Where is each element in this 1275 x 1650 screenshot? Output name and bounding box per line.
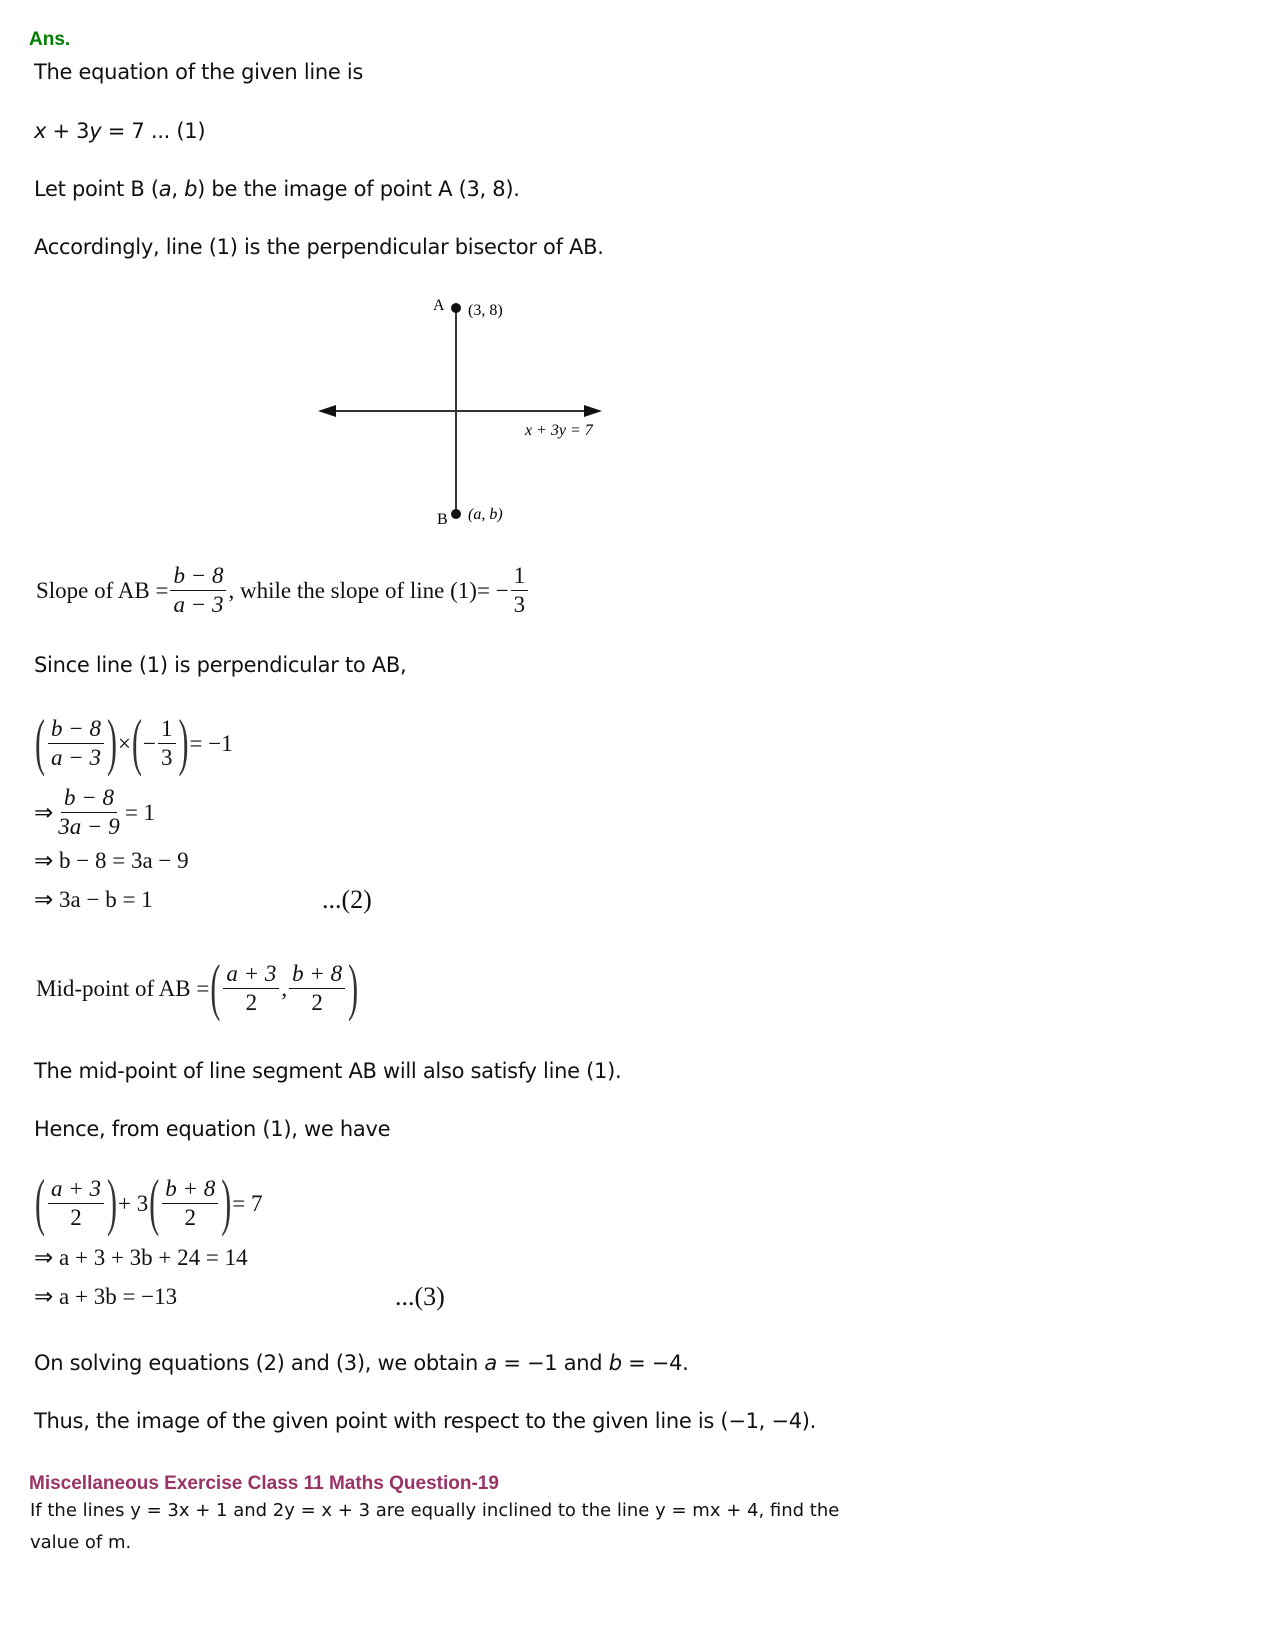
point-b [451,509,461,519]
label-a: A [433,297,445,314]
paragraph: Hence, from equation (1), we have [34,1117,391,1141]
text: On solving equations (2) and (3), we obtain [34,1351,485,1375]
answer-label: Ans. [29,29,71,50]
denominator: 2 [245,990,258,1015]
fraction [158,715,176,772]
question-text: If the lines y = 3x + 1 and 2y = x + 3 are equally inclined to the line y = mx + 4, find the [30,1500,840,1521]
denominator: 3a − 9 [58,814,120,839]
question-heading: Miscellaneous Exercise Class 11 Maths Question-19 [29,1473,499,1494]
paragraph: Accordingly, line (1) is the perpendicular bisector of AB. [34,235,604,259]
equation-tag: ...(3) [395,1282,445,1311]
equation-1 [34,119,205,143]
slope-equation [36,562,530,619]
numerator: b − 8 [61,784,117,813]
math-line: ⇒ a + 3 + 3b + 24 = 14 [34,1245,248,1270]
perpendicular-diagram [300,290,630,530]
var: x [34,119,47,143]
text: = 7 ... (1) [101,119,206,143]
paren: ) [221,1167,232,1238]
numerator: 1 [511,562,529,591]
text: ) be the image of point A (3, 8). [197,177,520,201]
paragraph [34,177,520,201]
math-line [34,1167,263,1238]
math-line: ⇒ b − 8 = 3a − 9 [34,848,189,873]
denominator: a − 3 [173,592,224,617]
point-a [451,303,461,313]
paren: ( [149,1167,160,1238]
coord-a: (3, 8) [468,302,503,319]
numerator: 1 [158,715,176,744]
paren: ) [107,707,118,778]
text: × [118,730,132,756]
paragraph: The equation of the given line is [34,60,364,84]
text: , [281,975,288,1001]
paren: ) [348,952,359,1023]
paren: ( [210,952,221,1023]
text: + 3 [46,119,90,143]
math-line: ⇒ 3a − b = 1 [34,887,153,912]
fraction [48,1175,104,1232]
text: = − [476,577,509,603]
paragraph: Since line (1) is perpendicular to AB, [34,653,407,677]
paren: ( [35,707,45,778]
text: = 1 [124,799,156,825]
var: y [89,119,102,143]
text: , while the slope of line [228,577,445,603]
denominator: 3 [161,745,173,770]
line-label: x + 3y = 7 [525,422,593,439]
question-text: value of m. [30,1532,132,1553]
var: b [608,1351,622,1375]
math-line: ⇒ a + 3b = −13 [34,1284,178,1309]
denominator: 2 [311,990,323,1015]
var: b [184,177,198,201]
numerator: b + 8 [289,960,345,989]
text: = −4. [621,1351,689,1375]
numerator: a + 3 [223,960,279,989]
text: = −1 and [496,1351,609,1375]
paragraph: The mid-point of line segment AB will also satisfy line (1). [34,1059,622,1083]
fraction [162,1175,218,1232]
numerator: b − 8 [170,562,226,591]
text: , [171,177,185,201]
equation-tag: ...(2) [322,885,372,914]
paren: ) [107,1167,118,1238]
text: ⇒ [34,799,54,825]
arrow-left-icon [318,405,336,417]
fraction [511,562,529,619]
fraction [289,960,345,1017]
paren: ( [35,1167,45,1238]
text: (1) [450,577,477,603]
text: = 7 [232,1190,263,1216]
denominator: 2 [184,1205,197,1230]
var: a [484,1351,497,1375]
paragraph [34,1351,689,1375]
fraction [48,715,104,772]
math-line [34,784,155,841]
paren: ( [132,707,143,778]
numerator: b − 8 [48,715,104,744]
arrow-right-icon [584,405,602,417]
fraction [223,960,279,1017]
text: = −1 [189,730,233,756]
paragraph: Thus, the image of the given point with respect to the given line is (−1, −4). [34,1409,817,1433]
text: + 3 [118,1190,149,1216]
text: Let point B ( [34,177,159,201]
numerator: a + 3 [48,1175,104,1204]
numerator: b + 8 [162,1175,218,1204]
denominator: 2 [70,1205,82,1230]
fraction [170,562,226,619]
text: Mid-point of AB = [36,975,210,1001]
midpoint-equation [36,952,359,1023]
var: a [158,177,172,201]
text: Slope of AB = [36,577,169,603]
math-line [34,707,233,778]
coord-b: (a, b) [468,506,503,523]
denominator: a − 3 [51,745,102,770]
text: − [143,730,156,756]
label-b: B [437,511,448,528]
denominator: 3 [513,592,526,617]
fraction [55,784,123,841]
paren: ) [178,707,189,778]
